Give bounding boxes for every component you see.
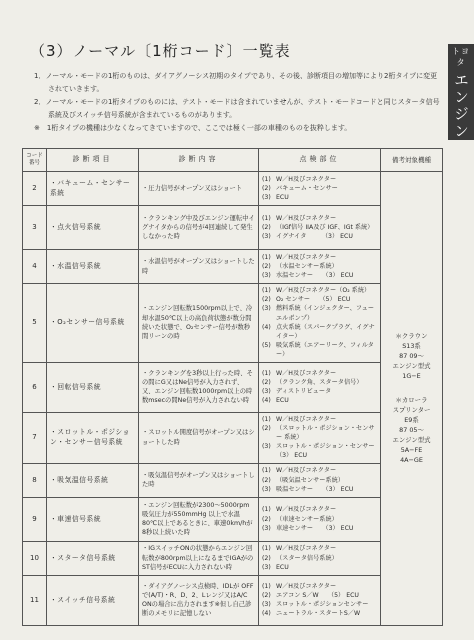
row-check-points xyxy=(259,541,381,575)
check-item-number: (1) xyxy=(262,415,271,423)
row-item: ・吸気温信号系統 xyxy=(47,463,139,497)
remark-line: 5A−FE xyxy=(400,446,423,455)
remark-line: エンジン型式 xyxy=(392,436,431,445)
check-item-number: (2) xyxy=(262,554,271,562)
row-item: ・水温信号系統 xyxy=(47,250,139,284)
row-item: ・O₂センサー信号系統 xyxy=(47,284,139,363)
row-diagnosis: ・IGスイッチONの状態からエンジン回転数が800rpm以上になるまでIGAがのST信号がECUに入力されない時 xyxy=(139,541,259,575)
row-check-points xyxy=(259,463,381,497)
row-diagnosis: ・クランキング中及びエンジン運転中イグナイタからの信号が4回連続して発生しなかった時 xyxy=(139,206,259,250)
check-item-number: (1) xyxy=(262,369,271,377)
check-item-number: (1) xyxy=(262,545,271,553)
row-item: ・点火信号系統 xyxy=(47,206,139,250)
check-item-number: (1) xyxy=(262,506,271,514)
header-code: コード番号 xyxy=(23,149,47,172)
row-code: 5 xyxy=(23,284,47,363)
check-item-text: エアコン S／W （5） ECU xyxy=(276,591,359,599)
check-list xyxy=(262,415,381,461)
table-row xyxy=(23,250,443,284)
remark-line: 87 05〜 xyxy=(399,426,424,435)
check-item-text: （クランク角、スタータ信号） xyxy=(276,378,363,386)
remark-line: 4A−GE xyxy=(400,456,423,465)
check-item xyxy=(262,232,377,241)
check-list xyxy=(262,544,377,572)
check-item xyxy=(262,515,377,524)
row-check-points xyxy=(259,575,381,625)
check-item xyxy=(262,387,377,396)
check-item-text: ECU xyxy=(276,563,289,571)
check-item-text: バキューム・センサー xyxy=(276,184,338,192)
remark-line: エンジン型式 xyxy=(392,362,431,371)
row-diagnosis: ・エンジン回転数1500rpm以上で、冷却水温50℃以上の高負荷状態が数分間続いた状態で、O₂センサー信号が数秒間リーンの時 xyxy=(139,284,259,363)
check-item xyxy=(262,591,377,600)
remark-line: スプリンター xyxy=(392,406,431,415)
check-item-number: (3) xyxy=(262,601,271,609)
row-check-points xyxy=(259,250,381,284)
check-item-text: W／H及びコネクター xyxy=(276,253,337,261)
row-code: 6 xyxy=(23,362,47,412)
check-item xyxy=(262,476,377,485)
check-item xyxy=(262,295,377,304)
row-diagnosis: ・クランキングを3秒以上行った時、その間にG又はNe信号が入力されず、又、エンジン回転数1000rpm以上の時数msecの間Ne信号が入力されない時 xyxy=(139,362,259,412)
check-list xyxy=(262,253,377,281)
row-item: ・回転信号系統 xyxy=(47,362,139,412)
table-row xyxy=(23,497,443,541)
check-item-number: (2) xyxy=(262,591,271,599)
check-item xyxy=(262,424,377,442)
check-item-text: W／H及びコネクター xyxy=(276,545,337,553)
row-item: ・スロットル・ポジション・センサー信号系統 xyxy=(47,412,139,463)
row-diagnosis: ・エンジン回転数が2300〜5000rpm 吸気圧力が550mmHg 以上で水温80℃以上であるときに、車速0km/hが8秒以上続いた時 xyxy=(139,497,259,541)
check-item-number: (2) xyxy=(262,296,271,304)
table-header-row xyxy=(23,149,443,172)
table-row xyxy=(23,284,443,363)
check-item-number: (1) xyxy=(262,467,271,475)
check-item xyxy=(262,563,377,572)
check-item xyxy=(262,415,377,424)
check-item xyxy=(262,341,377,359)
check-item-number: (2) xyxy=(262,515,271,523)
check-item-text: 水温センサー （3） ECU xyxy=(276,272,354,280)
check-item-number: (3) xyxy=(262,305,271,313)
check-item-number: (2) xyxy=(262,378,271,386)
remarks-cell xyxy=(381,172,443,626)
check-item-number: (4) xyxy=(262,323,271,331)
check-item-number: (1) xyxy=(262,287,271,294)
check-item-text: 吸温センサー （3） ECU xyxy=(276,485,354,493)
check-item-number: (3) xyxy=(262,524,271,532)
table-row xyxy=(23,463,443,497)
row-diagnosis: ・スロットル開度信号がオープン又はショートした時 xyxy=(139,412,259,463)
check-list xyxy=(262,175,377,203)
check-item-number: (5) xyxy=(262,342,271,350)
check-item xyxy=(262,262,377,271)
check-item-number: (1) xyxy=(262,214,271,222)
check-item-number: (3) xyxy=(262,272,271,280)
check-item-text: W／H及びコネクター xyxy=(276,467,337,475)
check-item-text: W／H及びコネクター xyxy=(276,506,337,514)
notes xyxy=(34,70,442,135)
check-item-text: （車速センサー系統） xyxy=(276,515,338,523)
check-item-text: W／H及びコネクター（O₂ 系統） xyxy=(276,287,371,294)
remark-line: E9系 xyxy=(404,416,419,425)
table-row xyxy=(23,172,443,206)
check-item-number: (2) xyxy=(262,223,271,231)
check-item-number: (2) xyxy=(262,262,271,270)
check-item-number: (2) xyxy=(262,424,271,432)
check-item xyxy=(262,304,377,322)
row-item: ・スイッチ信号系統 xyxy=(47,575,139,625)
check-list xyxy=(262,582,377,619)
check-list xyxy=(262,466,377,494)
header-diag: 診断内容 xyxy=(139,149,259,172)
remark-line: ＊クラウン xyxy=(395,332,428,341)
table-row xyxy=(23,575,443,625)
header-item: 診断項目 xyxy=(47,149,139,172)
row-code: 3 xyxy=(23,206,47,250)
check-item-text: ニュートラル・スタートS／W xyxy=(276,610,361,618)
check-item xyxy=(262,253,377,262)
check-item-number: (3) xyxy=(262,485,271,493)
row-check-points xyxy=(259,206,381,250)
check-item-text: （水温センサー系統） xyxy=(276,262,338,270)
row-item: ・車速信号系統 xyxy=(47,497,139,541)
check-item xyxy=(262,223,377,232)
check-item-text: ECU xyxy=(276,397,289,405)
check-item xyxy=(262,609,377,618)
check-item xyxy=(262,286,377,295)
check-item-text: W／H及びコネクター xyxy=(276,175,337,183)
check-list xyxy=(262,369,377,406)
check-item-number: (3) xyxy=(262,443,271,451)
check-item xyxy=(262,544,377,553)
check-item-number: (2) xyxy=(262,184,271,192)
table-row xyxy=(23,541,443,575)
note-1-cont: されていきます。 xyxy=(48,85,104,93)
row-check-points xyxy=(259,362,381,412)
row-code: 2 xyxy=(23,172,47,206)
check-item-number: (3) xyxy=(262,233,271,241)
remark-line: S13系 xyxy=(402,342,421,351)
check-item-number: (1) xyxy=(262,175,271,183)
check-item-text: スロットル・ポジション・センサー （3） ECU xyxy=(276,443,381,460)
remark-line xyxy=(384,381,439,395)
remark-line: ＊カローラ xyxy=(395,396,428,405)
check-item xyxy=(262,442,381,460)
section-tab-label: エンジン xyxy=(452,72,470,140)
check-item-number: (1) xyxy=(262,582,271,590)
row-check-points xyxy=(259,412,381,463)
check-list xyxy=(262,505,377,533)
check-item xyxy=(262,554,377,563)
row-check-points xyxy=(259,284,381,363)
row-check-points xyxy=(259,497,381,541)
check-item-text: スロットル・ポジションセンサー xyxy=(276,601,369,609)
note-asterisk: ※ 1桁タイプの機種は少なくなってきていますので、ここでは極く一部の車種のものを抜粋します。 xyxy=(34,124,352,132)
check-item-number: (1) xyxy=(262,253,271,261)
check-item xyxy=(262,193,377,202)
check-item xyxy=(262,485,377,494)
check-item xyxy=(262,369,377,378)
check-item-text: W／H及びコネクター xyxy=(276,582,337,590)
check-item xyxy=(262,323,377,341)
page-title: （3）ノーマル〔1桁コード〕一覧表 xyxy=(30,42,291,60)
check-item xyxy=(262,378,377,387)
check-item xyxy=(262,214,377,223)
table-row xyxy=(23,362,443,412)
check-item-text: （吸気温センサー系統） xyxy=(276,476,345,484)
check-item-text: （スロットル・ポジション・センサー 系統） xyxy=(276,424,375,442)
check-item-text: （IGf信号 IIA及び IGF、IGt 系統） xyxy=(276,223,374,231)
check-item-text: W／H及びコネクター xyxy=(276,369,337,377)
check-item-number: (4) xyxy=(262,397,271,405)
check-item-text: 車速センサー （3） ECU xyxy=(276,524,354,532)
row-diagnosis: ・水温信号がオープン又はショートした時 xyxy=(139,250,259,284)
row-code: 8 xyxy=(23,463,47,497)
row-item: ・スタータ信号系統 xyxy=(47,541,139,575)
check-item xyxy=(262,184,377,193)
check-item-number: (3) xyxy=(262,563,271,571)
row-check-points xyxy=(259,172,381,206)
row-diagnosis: ・吸気温信号がオープン又はショートした時 xyxy=(139,463,259,497)
check-item-text: W／H及びコネクター xyxy=(276,214,337,222)
header-check: 点検部位 xyxy=(259,149,381,172)
row-code: 4 xyxy=(23,250,47,284)
check-item-text: （スタータ信号系統） xyxy=(276,554,338,562)
check-item xyxy=(262,505,377,514)
row-diagnosis: ・ダイアグノーシス点検時、IDLが OFF で(A/T)・R、D、2、Lレンジ又はA/C ONの場合に出力されます※但し自己診断のメモリに記憶しない xyxy=(139,575,259,625)
code-table xyxy=(22,148,443,626)
check-item xyxy=(262,582,377,591)
check-item-number: (3) xyxy=(262,388,271,396)
header-remarks: 備考対象機種 xyxy=(381,149,443,172)
row-code: 9 xyxy=(23,497,47,541)
check-item xyxy=(262,600,377,609)
section-tab xyxy=(448,44,474,140)
row-code: 10 xyxy=(23,541,47,575)
check-item-text: 燃料系統（インジェクター、フューエルポンプ） xyxy=(276,305,375,322)
row-code: 7 xyxy=(23,412,47,463)
check-item xyxy=(262,175,377,184)
check-item xyxy=(262,466,377,475)
note-1: 1．ノーマル・モードの1桁のものは、ダイアグノーシス初期のタイプであり、その後、診断項目の増加等により2桁タイプに変更 xyxy=(34,72,438,80)
check-item-text: ディストリビュータ xyxy=(276,388,332,396)
check-item-text: 吸気系統（エアーリーク、フィルター） xyxy=(276,342,374,359)
table-row xyxy=(23,206,443,250)
check-item-text: O₂ センサー （5） ECU xyxy=(276,296,351,304)
table-row xyxy=(23,412,443,463)
check-item-number: (3) xyxy=(262,194,271,202)
check-item xyxy=(262,271,377,280)
check-item-text: イグナイタ （3） ECU xyxy=(276,233,353,241)
row-item: ・バキューム・センサー系統 xyxy=(47,172,139,206)
note-2-cont: 系統及びスイッチ信号系統が含まれているものがあります。 xyxy=(48,111,237,119)
check-item xyxy=(262,524,377,533)
check-list xyxy=(262,286,377,360)
check-item-text: ECU xyxy=(276,194,289,202)
check-item-number: (2) xyxy=(262,476,271,484)
check-item-text: W／H及びコネクター xyxy=(276,415,337,423)
check-list xyxy=(262,214,377,242)
section-tab-brand: トヨタ xyxy=(452,47,470,67)
row-code: 11 xyxy=(23,575,47,625)
remark-line: 1G−E xyxy=(402,372,421,381)
check-item-text: 点火系統（スパークプラグ、イグナイター） xyxy=(276,323,375,341)
check-item-number: (4) xyxy=(262,610,271,618)
note-2: 2．ノーマル・モードの1桁タイプのものには、テスト・モードは含まれていませんが、テスト・モードコードと同じスタータ信号 xyxy=(34,98,440,106)
row-diagnosis: ・圧力信号がオープン又はショート xyxy=(139,172,259,206)
check-item xyxy=(262,396,377,405)
remark-line: 87 09〜 xyxy=(399,352,424,361)
